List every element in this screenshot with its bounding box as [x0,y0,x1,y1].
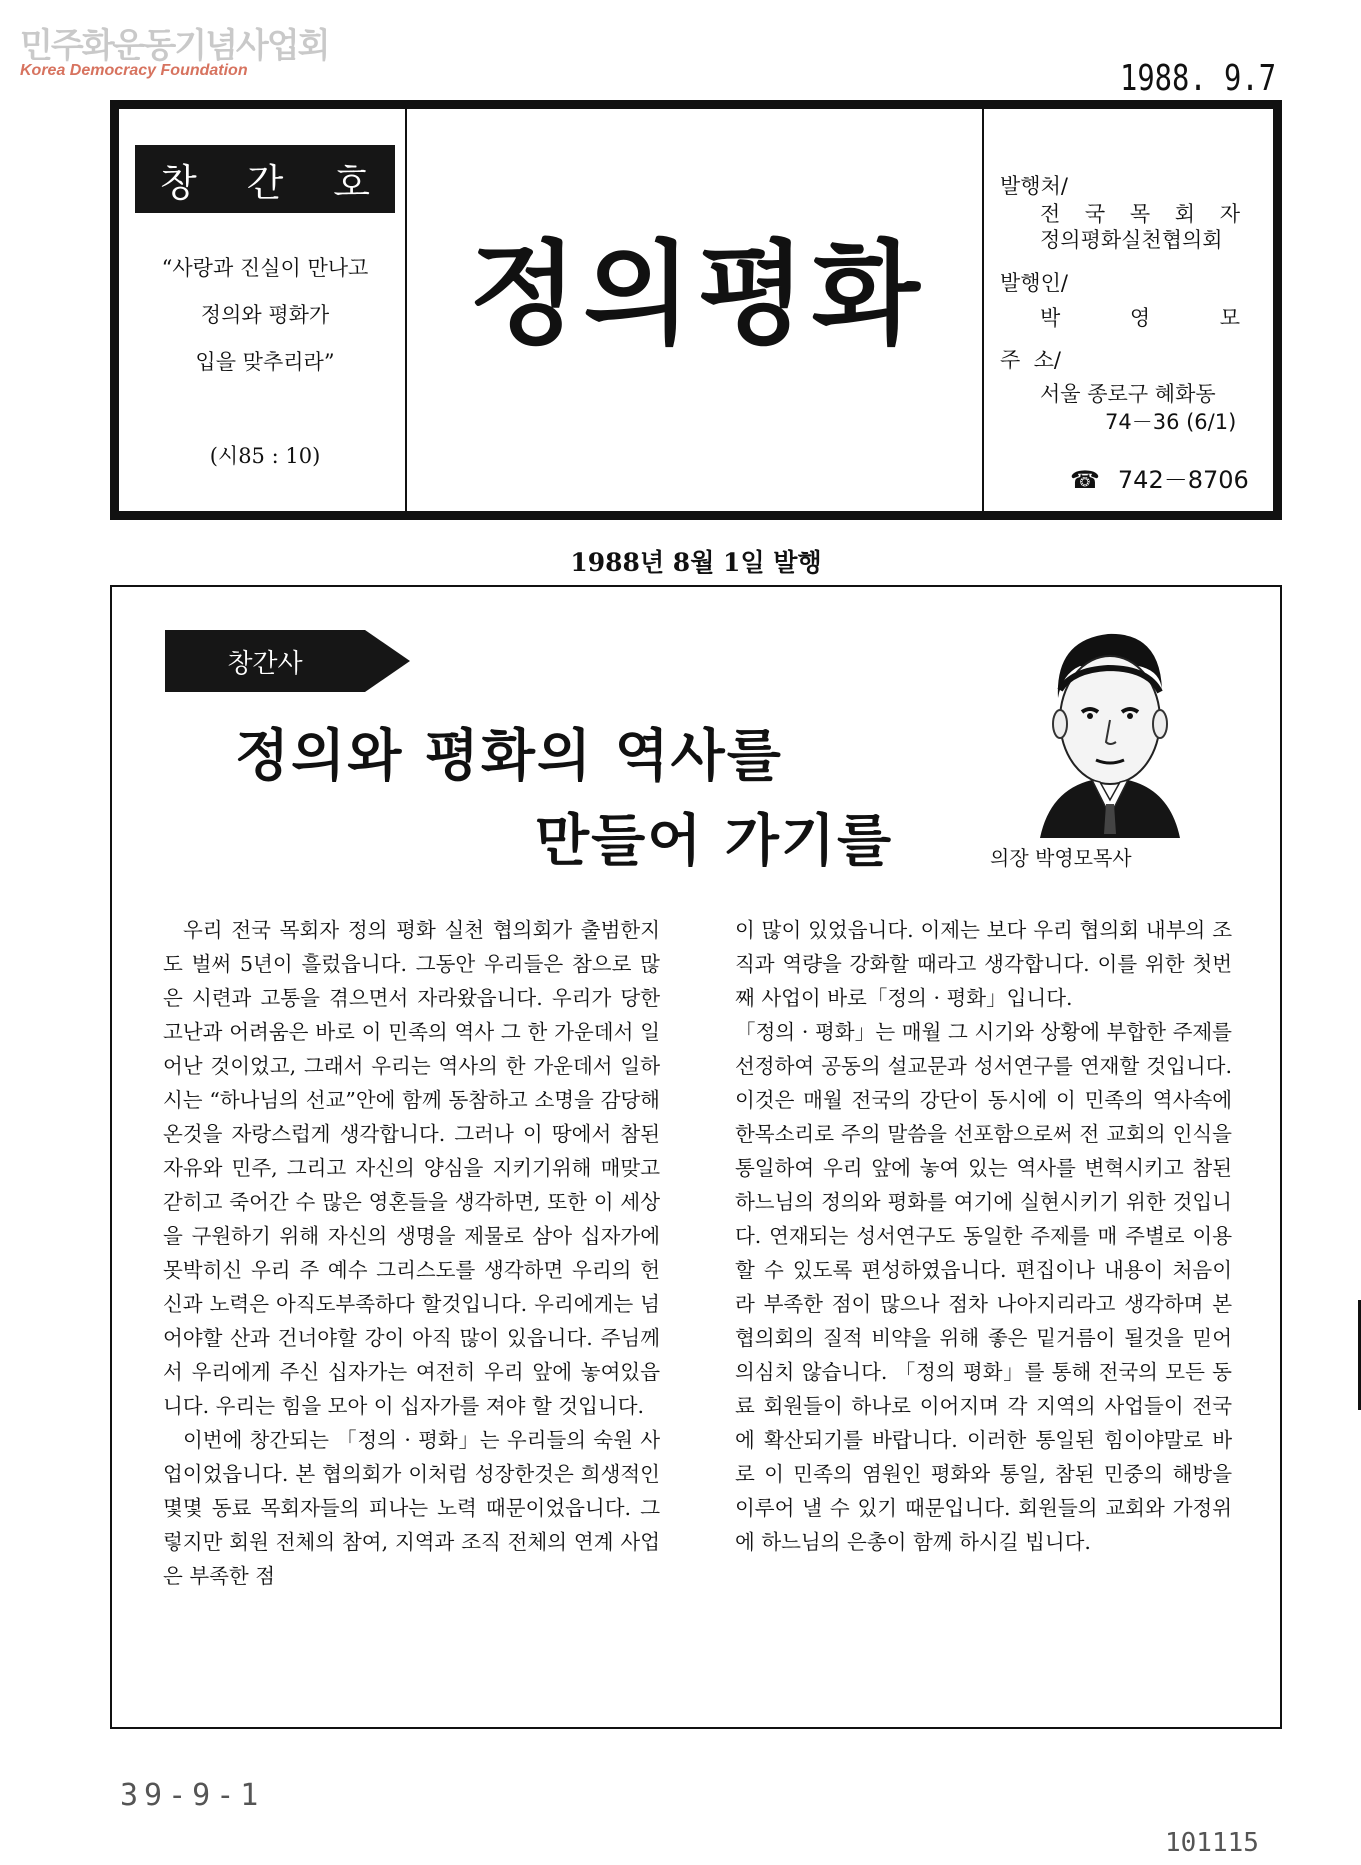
epigraph-quote [120,245,410,386]
watermark-english: Korea Democracy Foundation [20,62,248,79]
inaugural-char: 창 [159,160,197,205]
handwritten-code: 101115 [1165,1828,1259,1858]
name-char: 박 [1040,306,1061,330]
org-char: 전 [1040,202,1061,226]
publisher-phone [1070,460,1249,495]
masthead-divider [982,109,984,511]
publisher-name-label: 발행인/ [1000,271,1068,295]
quote-line: “사랑과 진실이 만나고 [161,256,369,280]
address-line2: 74－36 (6/1) [1105,410,1237,434]
publication-title: 정의평화 [469,230,926,360]
org-char: 목 [1129,202,1151,226]
watermark-korean: 민주화운동기념사업회 [20,26,329,66]
address-line1: 서울 종로구 혜화동 [1040,382,1216,406]
org-char: 회 [1174,202,1196,226]
inaugural-issue-label [135,145,395,213]
handwritten-date: 1988. 9.7 [1120,58,1277,99]
chairman-portrait [1010,620,1200,838]
publisher-org-label: 발행처/ [1000,174,1068,198]
org-char: 자 [1219,202,1240,226]
telephone-icon: ☎ [1070,466,1100,494]
section-label: 창간사 [227,648,303,679]
phone-number: 742－8706 [1117,466,1249,494]
quote-reference: (시85 : 10) [209,444,321,468]
publisher-name [1040,302,1240,332]
headline-line2: 만들어 가기를 [535,808,894,874]
name-char: 영 [1129,306,1151,330]
handwritten-note: 39-9-1 [120,1778,265,1813]
article-paragraph: 이번에 창간되는 「정의 · 평화」는 우리들의 숙원 사업이었읍니다. 본 협의회가 이처럼 성장한것은 희생적인 몇몇 동료 목회자들의 피나는 노력 때문이었읍니다. 그렇지만 회원 전체의 참여, 지역과 조직 전체의 연계 사업은 부족한 점 [163,1428,660,1588]
inaugural-char: 간 [246,160,284,205]
name-char: 모 [1219,306,1240,330]
headline-line1: 정의와 평화의 역사를 [235,723,783,789]
article-column-right [735,913,1232,1559]
quote-line: 입을 맞추리라” [195,350,335,374]
photo-caption: 의장 박영모목사 [990,846,1132,870]
article-paragraph: 「정의 · 평화」는 매월 그 시기와 상황에 부합한 주제를 선정하여 공동의 설교문과 성서연구를 연재할 것입니다. 이것은 매월 전국의 강단이 동시에 이 민족의 역사속에 한목소리로 주의 말씀을 선포함으로써 전 교회의 인식을 통일하여 우리 앞에 놓여 있는 역사를 변혁시키고 참된 하느님의 정의와 평화를 여기에 실현시키기 위한 것입니다. 연재되는 성서연구도 동일한 주제를 매 주별로 이용할 수 있도록 편성하였읍니다. 편집이나 내용이 처음이라 부족한 점이 많으나 점차 나아지리라고 생각하며 본 협의회의 질적 비약을 위해 좋은 밑거름이 될것을 믿어 의심치 않습니다. 「정의 평화」를 통해 전국의 모든 동료 회원들이 하나로 이어지며 각 지역의 사업들이 전국에 확산되기를 바랍니다. 이러한 통일된 힘이야말로 바로 이 민족의 염원인 평화와 통일, 참된 민중의 해방을 이루어 낼 수 있기 때문입니다. 회원들의 교회와 가정위에 하느님의 은총이 함께 하시길 빕니다. [735,1020,1232,1554]
publisher-org-line2: 정의평화실천협의회 [1040,228,1223,252]
address-label: 주 소/ [1000,348,1061,372]
issue-date: 1988년 8월 1일 발행 [570,548,822,577]
inaugural-char: 호 [333,160,370,205]
article-column-left [163,913,660,1593]
article-paragraph: 이 많이 있었읍니다. 이제는 보다 우리 협의회 내부의 조직과 역량을 강화할 때라고 생각합니다. 이를 위한 첫번째 사업이 바로「정의 · 평화」입니다. [735,918,1232,1010]
quote-line: 정의와 평화가 [200,303,330,327]
org-char: 국 [1084,202,1106,226]
article-paragraph: 우리 전국 목회자 정의 평화 실천 협의회가 출범한지도 벌써 5년이 흘렀읍니다. 그동안 우리들은 참으로 많은 시련과 고통을 겪으면서 자라왔읍니다. 우리가 당한 고난과 어려움은 바로 이 민족의 역사 그 한 가운데서 일어난 것이었고, 그래서 우리는 역사의 한 가운데서 일하시는 “하나님의 선교”안에 함께 동참하고 소명을 감당해 온것을 자랑스럽게 생각합니다. 그러나 이 땅에서 참된 자유와 민주, 그리고 자신의 양심을 지키기위해 매맞고 갇히고 죽어간 수 많은 영혼들을 생각하면, 또한 이 세상을 구원하기 위해 자신의 생명을 제물로 삼아 십자가에 못박히신 우리 주 예수 그리스도를 생각하면 우리의 헌신과 노력은 아직도부족하다 할것입니다. 우리에게는 넘어야할 산과 건너야할 강이 아직 많이 있읍니다. 주님께서 우리에게 주신 십자가는 여전히 우리 앞에 놓여있읍니다. 우리는 힘을 모아 이 십자가를 져야 할 것입니다. [163,918,660,1418]
